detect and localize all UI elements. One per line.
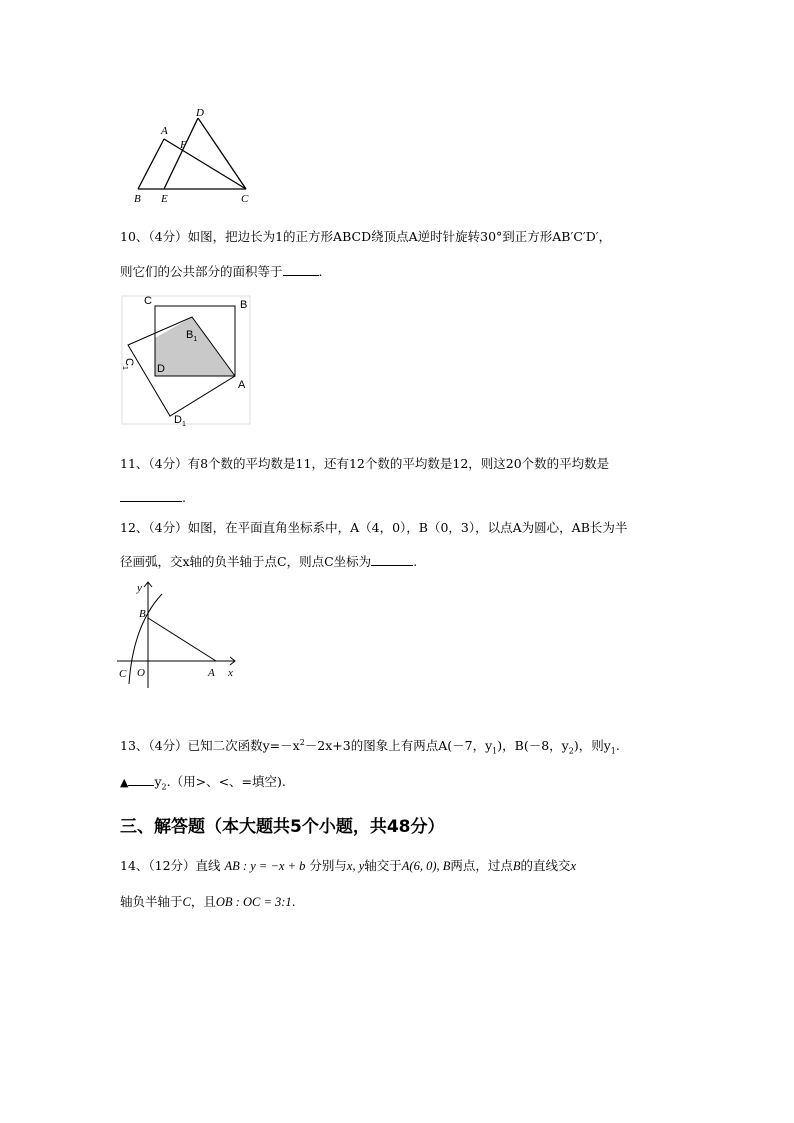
label-a: A (208, 667, 215, 679)
q13-text-3: )，B(－8，y (497, 738, 569, 754)
label-b: B (240, 299, 248, 311)
label-b1: $B_1$ (186, 329, 198, 343)
figure-q9-svg (128, 104, 263, 206)
label-d1: $D_1$ (174, 414, 186, 428)
q13-text-7: .（用>、<、=填空). (166, 774, 286, 789)
q14-math-4: B (512, 859, 521, 873)
q14-math-6: C (182, 895, 191, 909)
label-c: C (119, 668, 127, 680)
q12-text: 径画弧，交x轴的负半轴于点C，则点C坐标为 (120, 554, 372, 569)
label-x: x (228, 667, 233, 679)
label-c: C (241, 193, 249, 205)
figure-q10-svg (118, 292, 254, 428)
q14-math-2: x, y (346, 859, 365, 873)
q14-math-5: x (570, 859, 577, 873)
figure-q12-svg (115, 580, 240, 690)
label-d: D (157, 363, 165, 375)
q13-text-6: y (154, 774, 162, 789)
figure-q9-triangles (128, 104, 263, 206)
q14-text-7: ，且 (190, 894, 216, 909)
q12-line1: 12、（4分）如图，在平面直角坐标系中，A（4，0），B（0，3），以点A为圆心，AB长为半 (120, 520, 628, 535)
q13-line2 (120, 772, 286, 797)
q11-line2 (120, 488, 186, 507)
q12-end: . (413, 554, 418, 569)
label-f: F (180, 139, 187, 151)
q14-text-5: 的直线交 (520, 858, 571, 873)
label-c1: $C_1$ (121, 358, 135, 370)
q13-text-4: )，则y (573, 738, 611, 754)
q13-text-1: 13、（4分）已知二次函数y=－x (120, 738, 300, 754)
q10-line1: 10、（4分）如图，把边长为1的正方形ABCD绕顶点A逆时针旋转30°到正方形AB′C′D′， (120, 229, 612, 244)
label-a: A (161, 125, 168, 137)
label-b: B (139, 608, 146, 620)
answer-placeholder-triangle: ▲ (120, 776, 129, 789)
q13-sub-1: 1 (492, 746, 498, 756)
q14-text-1: 14、（12分）直线 (120, 858, 221, 873)
q13-answer-blank (128, 772, 154, 786)
q13-sub-2: 2 (568, 746, 574, 756)
segment-ba (138, 139, 164, 189)
label-o: O (137, 667, 145, 679)
q13-text-5: . (615, 738, 620, 754)
q14-text-4: 两点，过点 (450, 858, 513, 873)
q14-line1 (120, 857, 576, 875)
section-heading: 三、解答题（本大题共5个小题，共48分） (120, 817, 445, 837)
q14-text-6: 轴负半轴于 (120, 894, 183, 909)
q11-end: . (182, 490, 186, 505)
q13-line1 (120, 734, 620, 761)
q13-sub-4: 2 (161, 782, 167, 792)
q11-answer-blank (120, 488, 182, 502)
label-y: y (137, 582, 142, 594)
q10-text: 则它们的公共部分的面积等于 (120, 264, 283, 279)
q13-exponent: 2 (299, 738, 305, 747)
label-c: C (144, 295, 152, 307)
q14-math-1: AB : y = −x + b (224, 859, 306, 873)
figure-q10-rotated-squares (118, 292, 254, 428)
q10-end: . (318, 264, 323, 279)
overlap-region (155, 317, 235, 376)
q10-answer-blank (283, 262, 319, 276)
q14-text-8: . (291, 894, 296, 909)
segment-ed (164, 118, 198, 189)
q14-text-3: 轴交于 (364, 858, 402, 873)
q13-text-2: －2x+3的图象上有两点A(－7，y (304, 738, 493, 754)
label-a: A (238, 379, 246, 391)
q13-sub-3: 1 (610, 746, 616, 756)
q11-line1: 11、（4分）有8个数的平均数是11，还有12个数的平均数是12，则这20个数的平均数是 (120, 456, 610, 471)
label-e: E (161, 193, 168, 205)
q14-text-2: 分别与 (309, 858, 347, 873)
q14-math-7: OB : OC = 3:1 (215, 895, 292, 909)
q10-line2 (120, 262, 323, 281)
segment-ab (148, 618, 216, 661)
label-d: D (196, 107, 204, 119)
figure-q12-coordinate-plane (115, 580, 240, 690)
q14-line2 (120, 893, 296, 911)
segment-dc (198, 118, 246, 189)
label-b: B (134, 193, 141, 205)
q12-line2 (120, 552, 417, 571)
q14-math-3: A(6, 0), B (401, 859, 451, 873)
q12-answer-blank (371, 552, 413, 566)
